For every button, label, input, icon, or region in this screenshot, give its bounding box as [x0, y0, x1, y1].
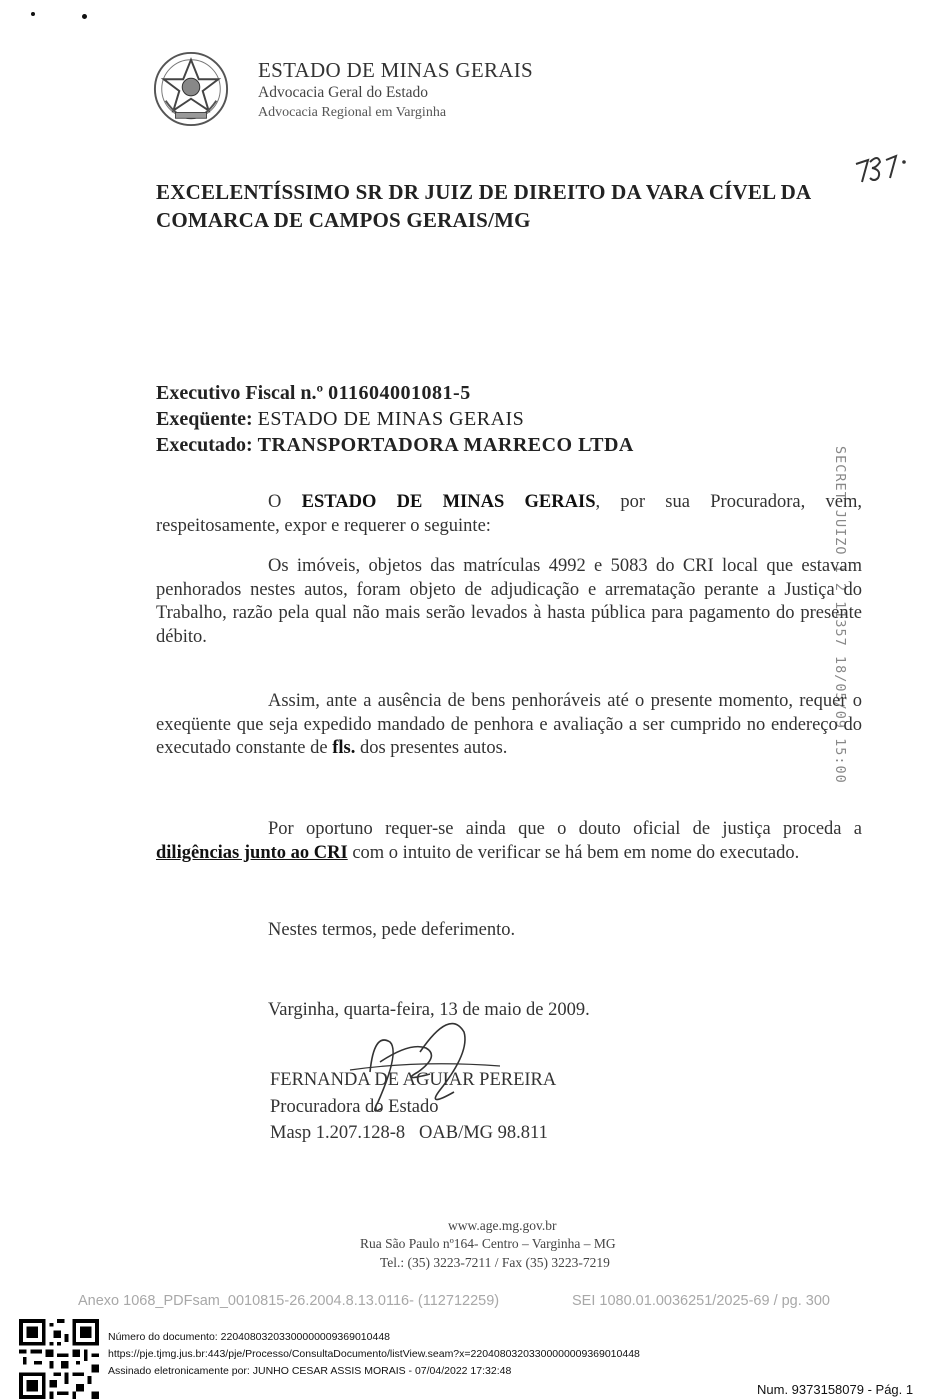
paragraph-properties: Os imóveis, objetos das matrículas 4992 e 5083 do CRI local que estavam penhorados nestes autos, foram objeto de adjudicação e arrematação perante a Justiça do Trabalho, razão pela qual não mais serão levados à hasta pública para pagamento do presente débito. [156, 556, 862, 647]
executado-label: Executado: [156, 434, 253, 456]
paragraph-request-seizure: Assim, ante a ausência de bens penhoráveis até o presente momento, requer o exeqüente que seja expedido mandado de penhora e avaliação a ser cumprido no endereço do executado constante de fls. dos presentes autos. [156, 691, 862, 759]
paragraph-cri-diligence: Por oportuno requer-se ainda que o douto oficial de justiça proceda a diligências junto ao CRI com o intuito de verificar se há bem em nome do executado. [156, 819, 862, 863]
signer-title: Procuradora do Estado [270, 1097, 439, 1117]
annex-reference: Anexo 1068_PDFsam_0010815-26.2004.8.13.0116- (112712259) [78, 1293, 500, 1309]
paragraph-intro: O ESTADO DE MINAS GERAIS, por sua Procuradora, vem, respeitosamente, expor e requerer o seguinte: [156, 492, 863, 536]
exequente-line [156, 408, 524, 431]
sei-reference: SEI 1080.01.0036251/2025-69 / pg. 300 [572, 1293, 830, 1309]
scan-speck [31, 12, 35, 16]
svg-text:737.: 737. [848, 194, 850, 195]
header-state-name: ESTADO DE MINAS GERAIS [258, 58, 534, 82]
signer-name: FERNANDA DE AGUIAR PEREIRA [270, 1070, 557, 1090]
signer-registration: Masp 1.207.128-8 OAB/MG 98.811 [270, 1123, 548, 1143]
footer-website: www.age.mg.gov.br [448, 1218, 557, 1233]
executado-line [156, 434, 634, 457]
state-coat-of-arms-icon [152, 50, 230, 128]
plaintiff-name: ESTADO DE MINAS GERAIS [301, 492, 596, 512]
document-qr-code [19, 1319, 99, 1399]
exequente-label: Exeqüente: [156, 408, 253, 430]
scan-speck [82, 14, 87, 19]
closing-line: Nestes termos, pede deferimento. [268, 920, 516, 940]
addressee-block [156, 178, 856, 234]
fls-reference: fls. [332, 738, 356, 759]
page-footer-number: Num. 9373158079 - Pág. 1 [757, 1382, 914, 1397]
exequente-value: ESTADO DE MINAS GERAIS [257, 408, 525, 430]
footer-address: Rua São Paulo nº164- Centro – Varginha – MG [360, 1236, 616, 1251]
case-number-line [156, 382, 471, 405]
header-agency-name: Advocacia Geral do Estado [258, 84, 429, 101]
cri-diligence-emphasis: diligências junto ao CRI [156, 842, 348, 863]
court-receipt-stamp: SECRET JUIZO 1 2 11357 18/05/09 15:00 [832, 446, 848, 784]
addressee-line-1: EXCELENTÍSSIMO SR DR JUIZ DE DIREITO DA VARA CÍVEL DA [156, 180, 812, 204]
document-url[interactable]: https://pje.tjmg.jus.br:443/pje/Processo/ConsultaDocumento/listView.seam?x=22040803203300000009369010448 [108, 1348, 640, 1360]
footer-phone: Tel.: (35) 3223-7211 / Fax (35) 3223-7219 [380, 1255, 610, 1270]
electronic-signature-note: Assinado eletronicamente por: JUNHO CESAR ASSIS MORAIS - 07/04/2022 17:32:48 [108, 1365, 512, 1377]
document-number: Número do documento: 22040803203300000009369010448 [108, 1331, 390, 1343]
handwritten-page-number [848, 148, 914, 196]
place-and-date: Varginha, quarta-feira, 13 de maio de 2009. [268, 1000, 590, 1020]
executado-value: TRANSPORTADORA MARRECO LTDA [257, 434, 634, 456]
addressee-line-2: COMARCA DE CAMPOS GERAIS/MG [156, 208, 531, 232]
case-number-label: Executivo Fiscal n.º [156, 382, 324, 404]
header-regional-office: Advocacia Regional em Varginha [258, 105, 447, 120]
case-number: 011604001081-5 [328, 382, 471, 404]
